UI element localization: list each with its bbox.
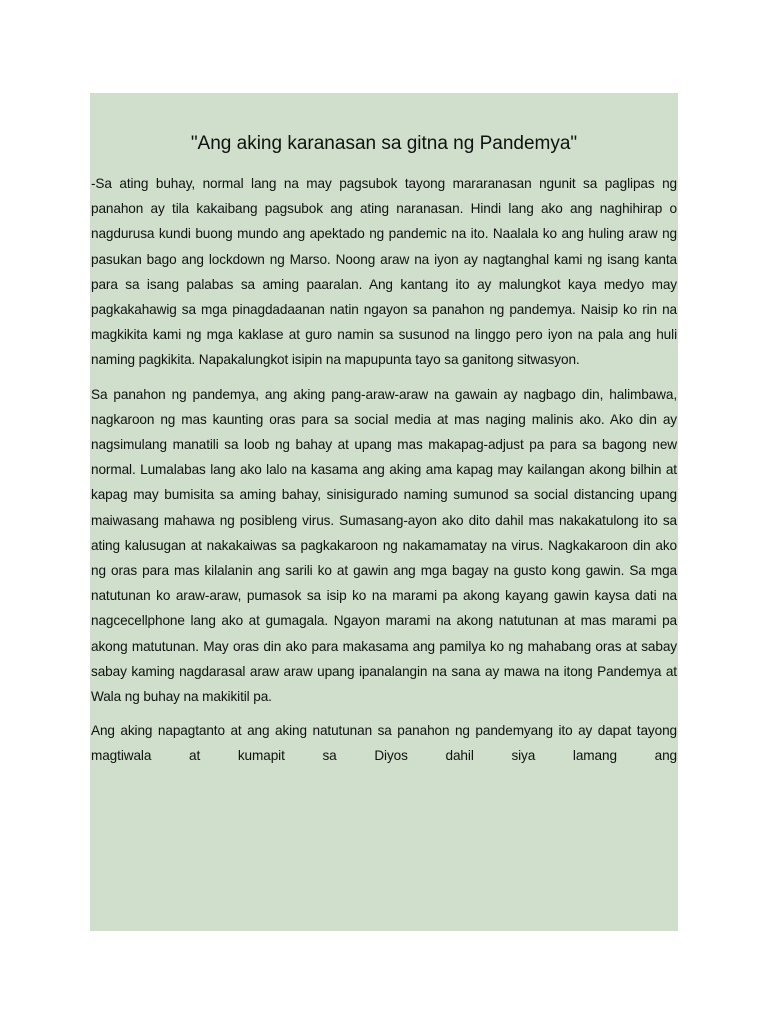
paragraph-1: -Sa ating buhay, normal lang na may pagsubok tayong mararanasan ngunit sa paglipas ng panahon ay tila kakaibang pagsubok ang ating naranasan. Hindi lang ako ang naghihirap o nagdurusa kundi buong mundo ang apektado ng pandemic na ito. Naalala ko ang huling araw ng pasukan bago ang lockdown ng Marso. Noong araw na iyon ay nagtanghal kami ng isang kanta para sa isang palabas sa aming paaralan. Ang kantang ito ay malungkot kaya medyo may pagkakahawig sa mga pinagdadaanan natin ngayon sa panahon ng pandemya. Naisip ko rin na magkikita kami ng mga kaklase at guro namin sa susunod na linggo pero iyon na pala ang huli naming pagkikita. Napakalungkot isipin na mapupunta tayo sa ganitong sitwasyon. — [91, 176, 677, 368]
paragraph-3: Ang aking napagtanto at ang aking natutunan sa panahon ng pandemyang ito ay dapat tayong magtiwala at kumapit sa Diyos dahil siya lamang ang — [91, 723, 677, 764]
document-page — [90, 93, 678, 931]
paragraph-2: Sa panahon ng pandemya, ang aking pang-araw-araw na gawain ay nagbago din, halimbawa, nagkaroon ng mas kaunting oras para sa social media at mas naging malinis ako. Ako din ay nagsimulang manatili sa loob ng bahay at upang mas makapag-adjust pa para sa bagong new normal. Lumalabas lang ako lalo na kasama ang aking ama kapag may kailangan akong bilhin at kapag may bumisita sa aming bahay, sinisigurado naming sumunod sa social distancing upang maiwasang mahawa ng posibleng virus. Sumasang-ayon ako dito dahil mas nakakatulong ito sa ating kalusugan at nakakaiwas sa pagkakaroon ng nakamamatay na virus. Nagkakaroon din ako ng oras para mas kilalanin ang sarili ko at gawin ang mga bagay na gusto kong gawin. Sa mga natutunan ko araw-araw, pumasok sa isip ko na marami pa akong kayang gawin kaysa dati na nagcecellphone lang ako at gumagala. Ngayon marami na akong natutunan at mas marami pa akong matutunan. May oras din ako para makasama ang pamilya ko ng mahabang oras at sabay sabay kaming nagdarasal araw araw upang ipanalangin na sana ay mawa na itong Pandemya at Wala ng buhay na makikitil pa. — [91, 386, 677, 705]
document-title: "Ang aking karanasan sa gitna ng Pandemya" — [190, 133, 578, 154]
